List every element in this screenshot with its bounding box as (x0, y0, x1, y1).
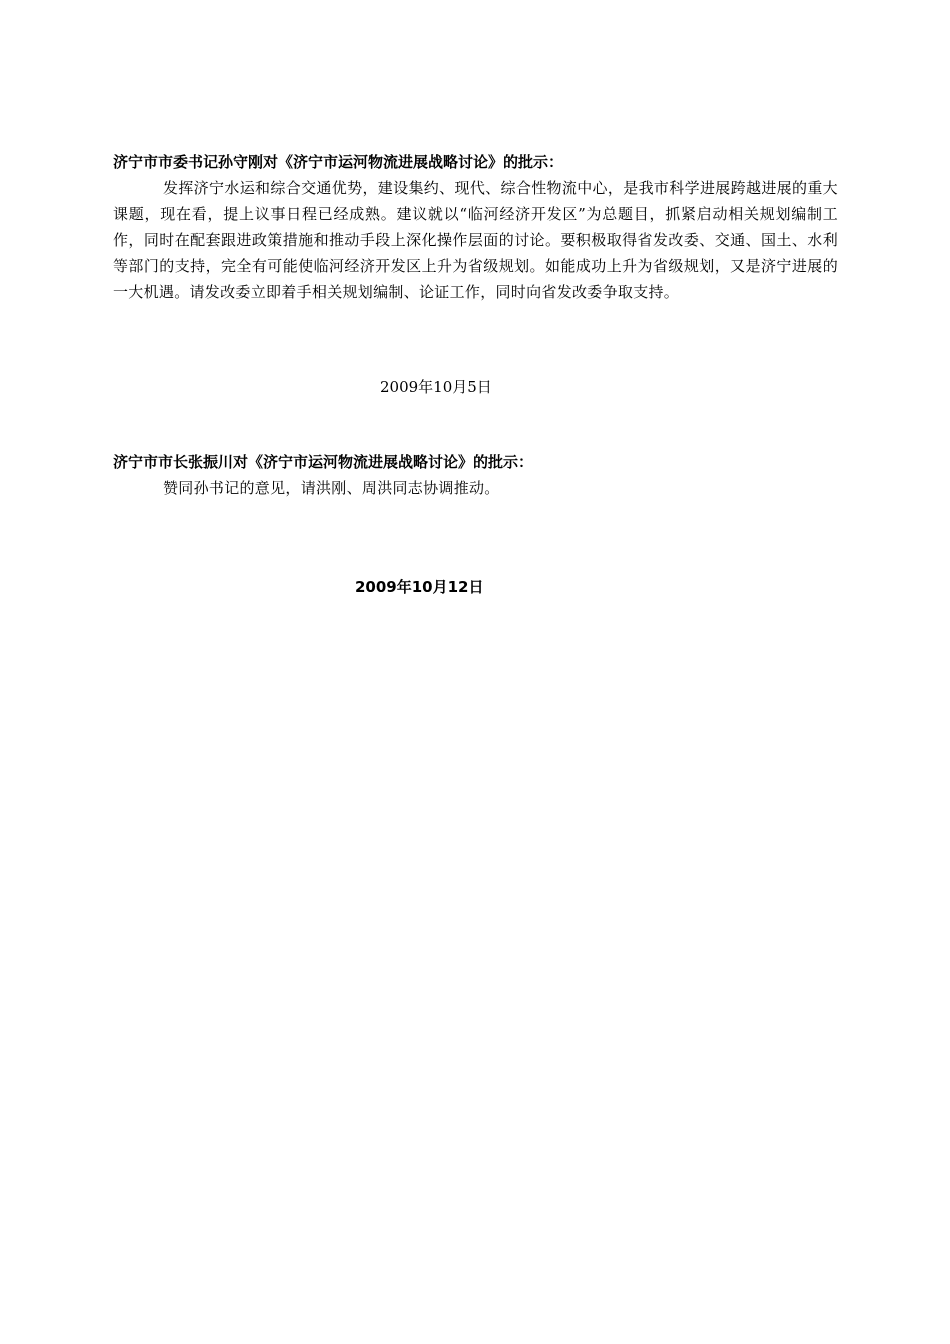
section-heading: 济宁市市委书记孙守刚对《济宁市运河物流进展战略讨论》的批示： (113, 153, 564, 171)
section-body: 赞同孙书记的意见，请洪刚、周洪同志协调推动。 (163, 479, 500, 497)
section-date: 2009年10月12日 (355, 578, 484, 596)
section-heading: 济宁市市长张振川对《济宁市运河物流进展战略讨论》的批示： (113, 453, 534, 471)
instruction-section-secretary (113, 149, 838, 305)
section-body: 发挥济宁水运和综合交通优势，建设集约、现代、综合性物流中心，是我市科学进展跨越进展的重大课题，现在看，提上议事日程已经成熟。建议就以“临河经济开发区”为总题目，抓紧启动相关规划编制工作，同时在配套跟进政策措施和推动手段上深化操作层面的讨论。要积极取得省发改委、交通、国土、水利等部门的支持，完全有可能使临河经济开发区上升为省级规划。如能成功上升为省级规划，又是济宁进展的一大机遇。请发改委立即着手相关规划编制、论证工作，同时向省发改委争取支持。 (113, 179, 838, 301)
section-date: 2009年10月5日 (380, 378, 492, 396)
instruction-section-mayor (113, 449, 838, 501)
